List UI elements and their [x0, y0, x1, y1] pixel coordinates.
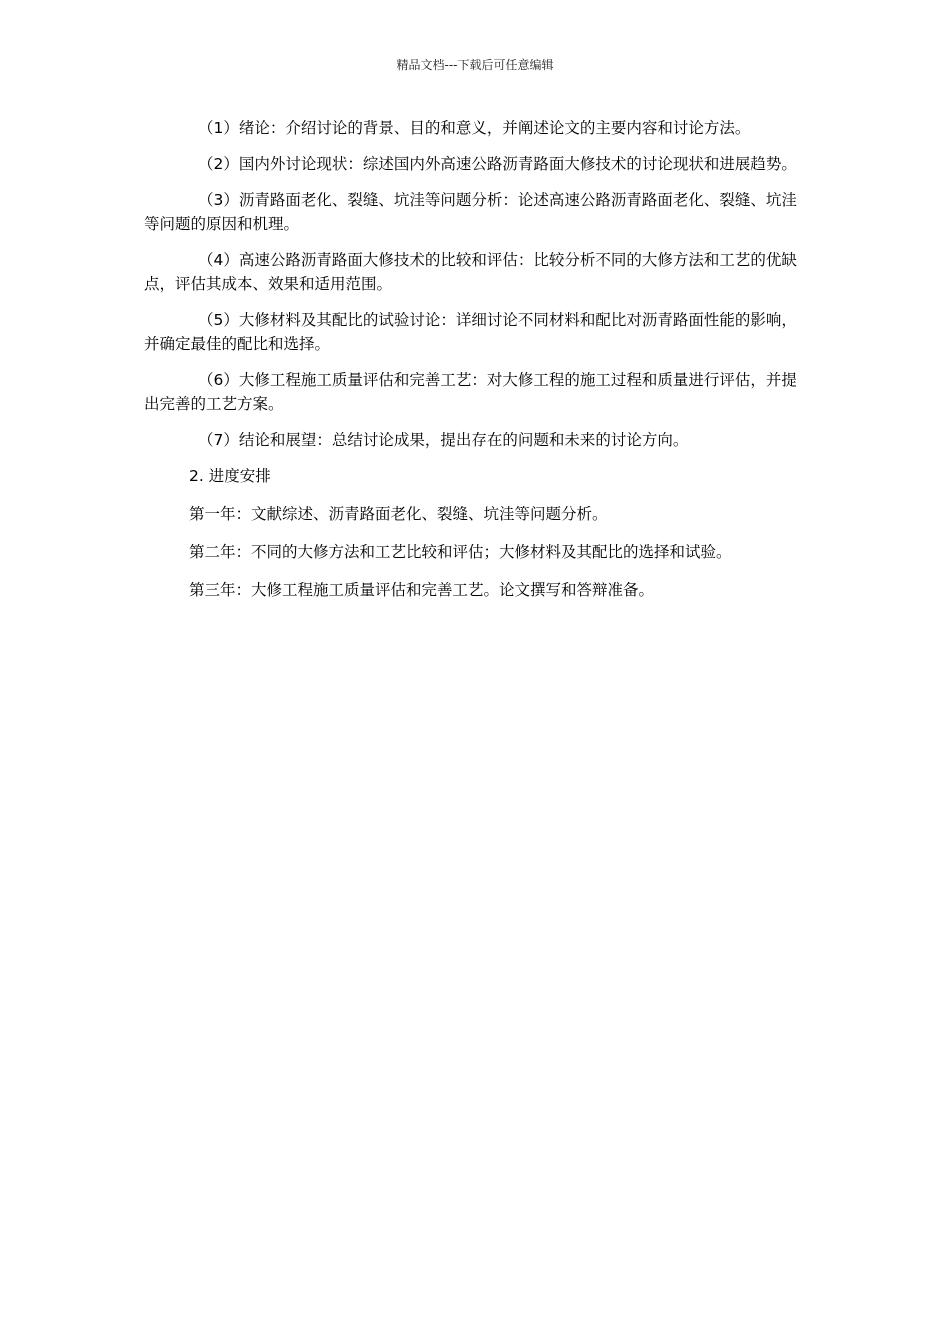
item-7-conclusion: （7）结论和展望：总结讨论成果，提出存在的问题和未来的讨论方向。 [198, 431, 689, 449]
item-6-quality-evaluation: （6）大修工程施工质量评估和完善工艺：对大修工程的施工过程和质量进行评估，并提出完善的工艺方案。 [144, 371, 797, 413]
item-2-research-status: （2）国内外讨论现状：综述国内外高速公路沥青路面大修技术的讨论现状和进展趋势。 [198, 155, 797, 173]
document-body [144, 116, 804, 616]
item-3-problem-analysis: （3）沥青路面老化、裂缝、坑洼等问题分析：论述高速公路沥青路面老化、裂缝、坑洼等问题的原因和机理。 [144, 191, 797, 233]
schedule-year-2: 第二年：不同的大修方法和工艺比较和评估；大修材料及其配比的选择和试验。 [189, 543, 732, 561]
item-4-technique-comparison: （4）高速公路沥青路面大修技术的比较和评估：比较分析不同的大修方法和工艺的优缺点，评估其成本、效果和适用范围。 [144, 251, 797, 293]
schedule-year-1: 第一年：文献综述、沥青路面老化、裂缝、坑洼等问题分析。 [189, 505, 608, 523]
schedule-year-3: 第三年：大修工程施工质量评估和完善工艺。论文撰写和答辩准备。 [189, 581, 655, 599]
item-1-intro: （1）绪论：介绍讨论的背景、目的和意义，并阐述论文的主要内容和讨论方法。 [198, 119, 751, 137]
item-5-material-testing: （5）大修材料及其配比的试验讨论：详细讨论不同材料和配比对沥青路面性能的影响，并确定最佳的配比和选择。 [144, 311, 797, 353]
schedule-heading: 2. 进度安排 [189, 467, 271, 485]
page-header: 精品文档---下载后可任意编辑 [396, 58, 554, 72]
